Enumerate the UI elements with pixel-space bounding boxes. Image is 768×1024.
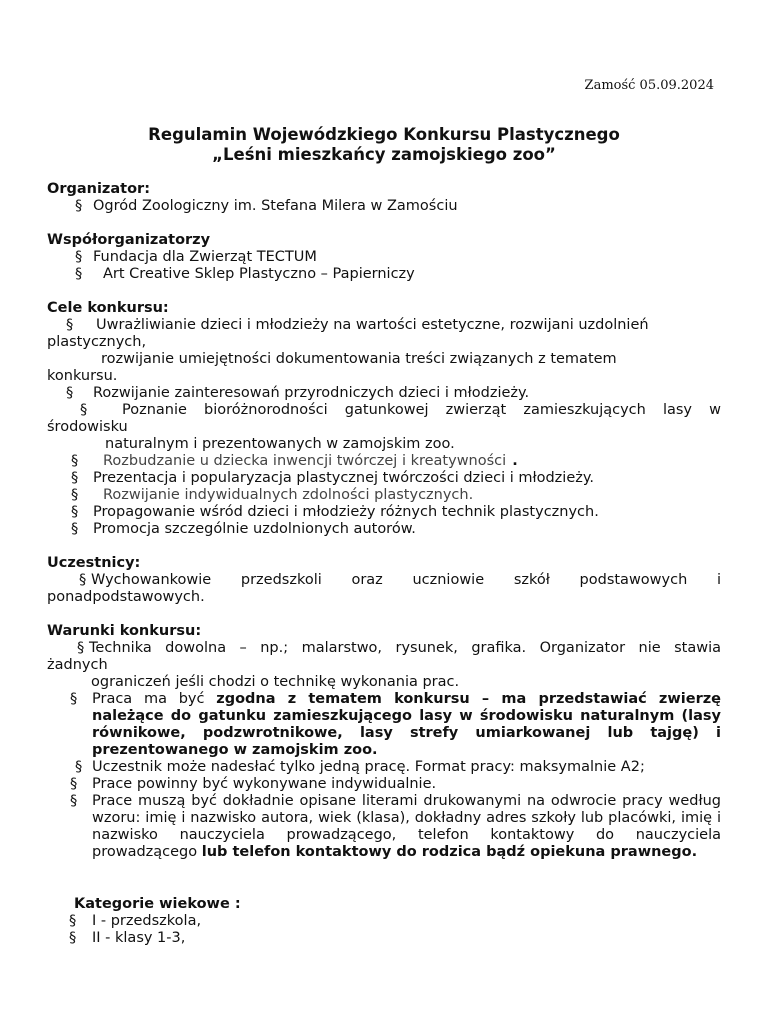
section-conditions: [47, 623, 721, 861]
section-organizer: [47, 181, 721, 215]
list-item: § Wychowankowie przedszkoli oraz uczniowie szkół podstawowych i: [79, 572, 721, 588]
list-item: § Ogród Zoologiczny im. Stefana Milera w Zamościu: [75, 198, 458, 214]
section-sign: §: [80, 402, 88, 418]
list-item-continuation: plastycznych,: [47, 334, 147, 350]
list-item: § Promocja szczególnie uzdolnionych autorów.: [71, 521, 416, 537]
section-heading: Uczestnicy:: [47, 555, 141, 571]
section-heading: Cele konkursu:: [47, 300, 169, 316]
section-sign: §: [79, 572, 87, 588]
list-item: § Poznanie bioróżnorodności gatunkowej zwierząt zamieszkujących lasy w: [80, 402, 721, 418]
section-sign: §: [75, 249, 83, 265]
section-sign: §: [75, 266, 83, 282]
section-sign: §: [66, 385, 74, 401]
section-categories: [47, 896, 721, 947]
section-sign: §: [71, 504, 79, 520]
list-item: § Technika dowolna – np.; malarstwo, rysunek, grafika. Organizator nie stawia: [77, 640, 721, 656]
section-sign: §: [77, 640, 85, 656]
section-heading: Kategorie wiekowe :: [74, 896, 241, 912]
list-item-continuation: środowisku: [47, 419, 128, 435]
section-participants: [47, 555, 721, 606]
section-sign: §: [69, 913, 77, 929]
title-line-2: „Leśni mieszkańcy zamojskiego zoo”: [212, 145, 556, 164]
list-item-continuation: naturalnym i prezentowanych w zamojskim zoo.: [105, 436, 455, 452]
list-item: § Propagowanie wśród dzieci i młodzieży różnych technik plastycznych.: [71, 504, 599, 520]
list-item: § Uczestnik może nadesłać tylko jedną pracę. Format pracy: maksymalnie A2;: [75, 759, 645, 775]
section-heading: Współorganizatorzy: [47, 232, 211, 248]
list-item: § I - przedszkola,: [69, 913, 202, 929]
list-item-continuation: konkursu.: [47, 368, 118, 384]
document-title: [0, 125, 768, 165]
section-sign: §: [66, 317, 74, 333]
list-item: § Praca ma być zgodna z tematem konkursu – ma przedstawiać zwierzę należące do gatunku zamieszkującego lasy w środowisku naturalnym (lasy równikowe, podzwrotnikowe, lasy strefy umiarkowanej lub tajgę) i prezentowanego w zamojskim zoo.: [70, 691, 721, 758]
list-item-continuation: rozwijanie umiejętności dokumentowania treści związanych z tematem: [101, 351, 617, 367]
list-item-continuation: żadnych: [47, 657, 108, 673]
section-sign: §: [70, 691, 78, 707]
list-item: § Rozbudzanie u dziecka inwencji twórczej i kreatywności .: [71, 453, 518, 469]
section-heading: Warunki konkursu:: [47, 623, 202, 639]
list-item: § II - klasy 1-3,: [69, 930, 186, 946]
title-line-1: Regulamin Wojewódzkiego Konkursu Plastycznego: [148, 125, 620, 144]
list-item-continuation: ponadpodstawowych.: [47, 589, 205, 605]
list-item: § Rozwijanie zainteresowań przyrodniczych dzieci i młodzieży.: [66, 385, 530, 401]
section-sign: §: [75, 198, 83, 214]
section-sign: §: [71, 470, 79, 486]
section-co-organizers: [47, 232, 721, 283]
list-item: § Prace powinny być wykonywane indywidualnie.: [70, 776, 437, 792]
section-sign: §: [69, 930, 77, 946]
section-sign: §: [75, 759, 83, 775]
date-line: Zamość 05.09.2024: [584, 78, 714, 93]
list-item: § Art Creative Sklep Plastyczno – Papierniczy: [75, 266, 415, 282]
list-item: § Uwrażliwianie dzieci i młodzieży na wartości estetyczne, rozwijani uzdolnień: [66, 317, 649, 333]
section-sign: §: [71, 487, 79, 503]
section-heading: Organizator:: [47, 181, 151, 197]
list-item: § Prezentacja i popularyzacja plastycznej twórczości dzieci i młodzieży.: [71, 470, 594, 486]
section-sign: §: [70, 793, 78, 809]
list-item: § Fundacja dla Zwierząt TECTUM: [75, 249, 317, 265]
section-sign: §: [71, 453, 79, 469]
section-sign: §: [70, 776, 78, 792]
list-item: § Rozwijanie indywidualnych zdolności plastycznych.: [71, 487, 474, 503]
section-sign: §: [71, 521, 79, 537]
section-goals: [47, 300, 721, 538]
list-item-continuation: ograniczeń jeśli chodzi o technikę wykonania prac.: [91, 674, 460, 690]
list-item: § Prace muszą być dokładnie opisane literami drukowanymi na odwrocie pracy według wzoru: imię i nazwisko autora, wiek (klasa), dokładny adres szkoły lub placówki, imię i nazwisko nauczyciela prowadzącego, telefon kontaktowy do nauczyciela prowadzącego lub telefon kontaktowy do rodzica bądź opiekuna prawnego.: [70, 793, 721, 860]
